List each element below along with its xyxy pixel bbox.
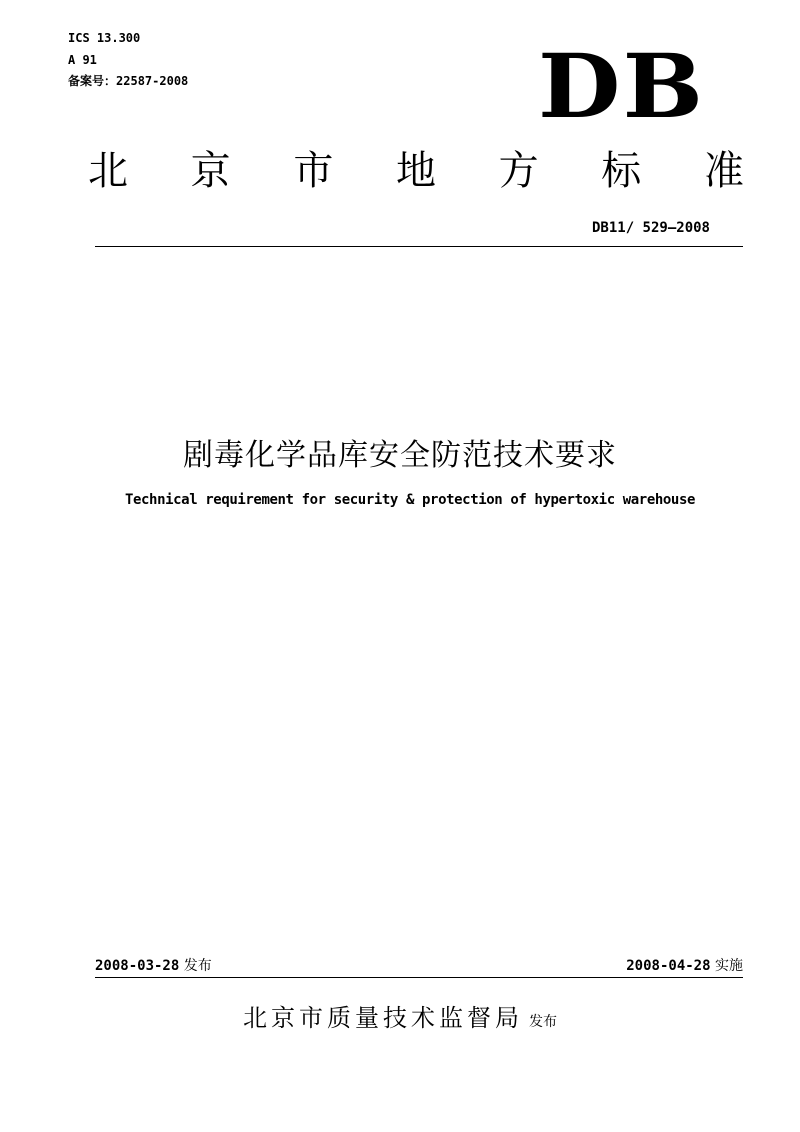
standard-type-char: 市: [293, 148, 334, 194]
filing-number-value: 22587-2008: [116, 74, 189, 88]
standard-type-char: 地: [395, 148, 436, 194]
standard-type-char: 京: [190, 148, 231, 194]
publisher-line: [0, 1001, 800, 1039]
filing-number: [68, 74, 188, 88]
implement-label: 实施: [715, 958, 743, 974]
standard-type-heading: [86, 146, 746, 196]
issue-label: 发布: [183, 958, 212, 974]
title-chinese: 剧毒化学品库安全防范技术要求: [183, 438, 617, 473]
title-english: Technical requirement for security & protection of hypertoxic warehouse: [124, 492, 696, 508]
classification-code: A 91: [68, 53, 97, 67]
standard-type-char: 准: [703, 148, 744, 194]
standard-type-char: 标: [601, 148, 642, 194]
issue-date-line: [95, 957, 212, 975]
header-divider: [95, 246, 743, 247]
ics-code: ICS 13.300: [68, 31, 141, 45]
implement-date: 2008-04-28: [626, 958, 711, 974]
standard-type-char: 北: [88, 148, 128, 194]
publisher-name: 北京市质量技术监督局: [243, 1004, 523, 1032]
standard-number: DB11/ 529—2008: [591, 220, 710, 236]
footer-divider: [95, 977, 743, 978]
implement-date-line: [626, 957, 743, 975]
standard-type-char: 方: [498, 148, 539, 194]
issue-date: 2008-03-28: [95, 958, 180, 974]
filing-label: 备案号：: [68, 74, 117, 88]
db-logo: DB: [538, 34, 706, 138]
publisher-suffix: 发布: [529, 1014, 557, 1030]
